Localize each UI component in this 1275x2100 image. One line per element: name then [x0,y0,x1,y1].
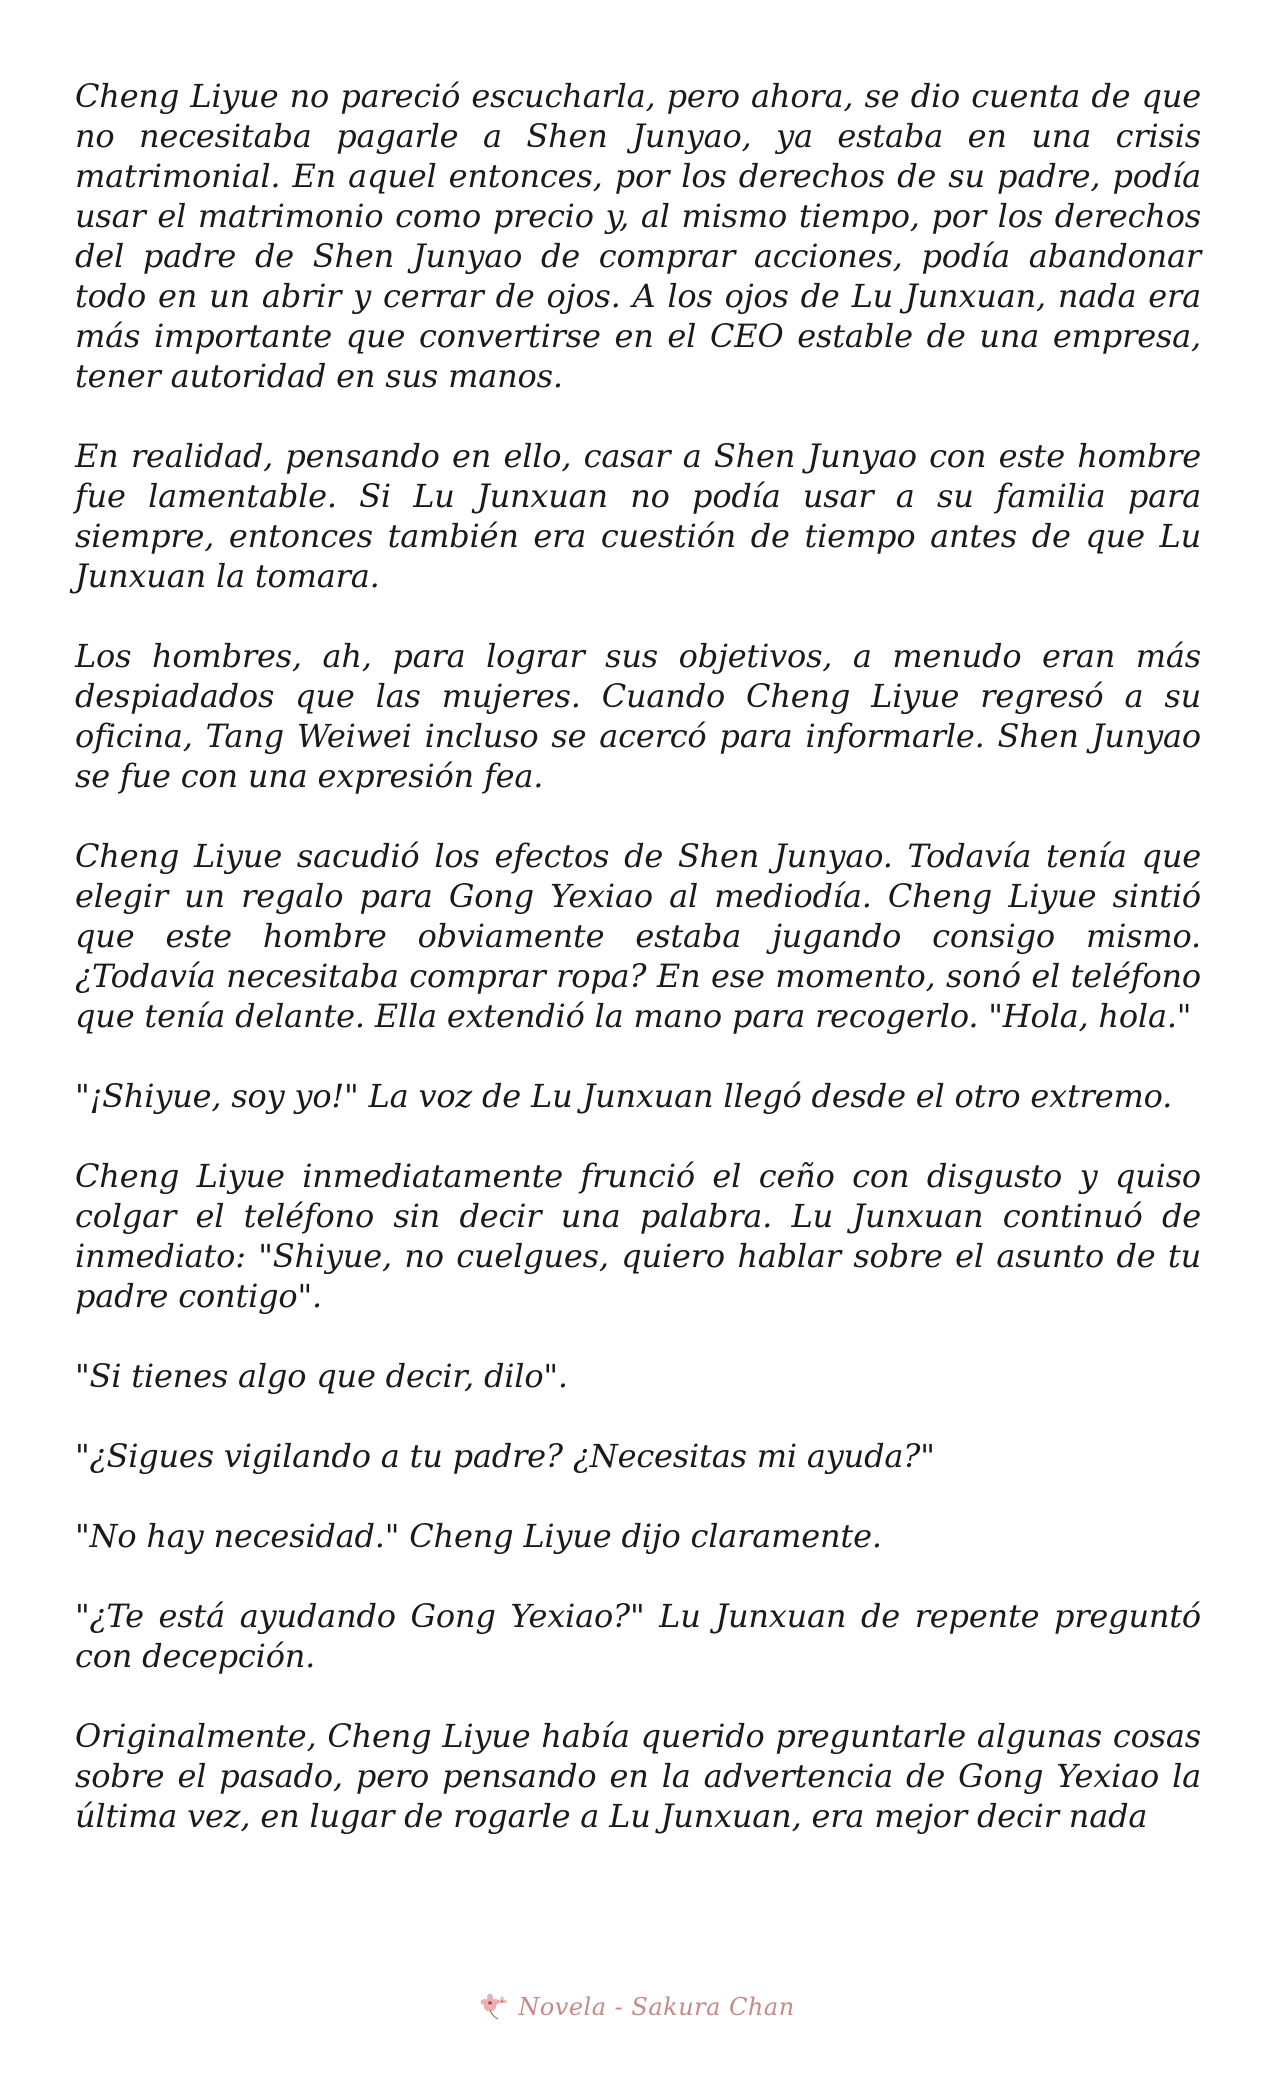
paragraph-5: "¡Shiyue, soy yo!" La voz de Lu Junxuan llegó desde el otro extremo. [75,1077,1173,1115]
paragraph-11: Originalmente, Cheng Liyue había querido preguntarle algunas cosas sobre el pasado, pero pensando en la advertencia de Gong Yexiao la última vez, en lugar de rogarle a Lu Junxuan, era mejor decir nada [75,1717,1201,1835]
paragraph-2: En realidad, pensando en ello, casar a Shen Junyao con este hombre fue lamentable. Si Lu Junxuan no podía usar a su familia para siempre, entonces también era cuestión de tiempo antes de que Lu Junxuan la tomara. [75,437,1201,595]
footer-inner [480,1992,794,2022]
paragraph-3: Los hombres, ah, para lograr sus objetivos, a menudo eran más despiadados que las mujeres. Cuando Cheng Liyue regresó a su oficina, Tang Weiwei incluso se acercó para informarle. Shen Junyao se fue con una expresión fea. [75,637,1201,795]
document-body [75,76,1201,1876]
paragraph-8: "¿Sigues vigilando a tu padre? ¿Necesitas mi ayuda?" [75,1437,935,1475]
paragraph-4: Cheng Liyue sacudió los efectos de Shen Junyao. Todavía tenía que elegir un regalo para Gong Yexiao al mediodía. Cheng Liyue sintió que este hombre obviamente estaba jugando consigo mismo. ¿Todavía necesitaba comprar ropa? En ese momento, sonó el teléfono que tenía delante. Ella extendió la mano para recogerlo. "Hola, hola." [75,837,1201,1035]
footer-watermark [0,1992,1275,2027]
paragraph-9: "No hay necesidad." Cheng Liyue dijo claramente. [75,1517,882,1555]
paragraph-7: "Si tienes algo que decir, dilo". [75,1357,568,1395]
paragraph-6: Cheng Liyue inmediatamente frunció el ceño con disgusto y quiso colgar el teléfono sin decir una palabra. Lu Junxuan continuó de inmediato: "Shiyue, no cuelgues, quiero hablar sobre el asunto de tu padre contigo". [75,1157,1201,1315]
paragraph-1: Cheng Liyue no pareció escucharla, pero ahora, se dio cuenta de que no necesitaba pagarle a Shen Junyao, ya estaba en una crisis matrimonial. En aquel entonces, por los derechos de su padre, podía usar el matrimonio como precio y, al mismo tiempo, por los derechos del padre de Shen Junyao de comprar acciones, podía abandonar todo en un abrir y cerrar de ojos. A los ojos de Lu Junxuan, nada era más importante que convertirse en el CEO estable de una empresa, tener autoridad en sus manos. [75,77,1201,395]
footer-text: Novela - Sakura Chan [518,1993,795,2021]
paragraph-10: "¿Te está ayudando Gong Yexiao?" Lu Junxuan de repente preguntó con decepción. [75,1597,1201,1675]
sakura-flower-icon [480,1992,510,2022]
